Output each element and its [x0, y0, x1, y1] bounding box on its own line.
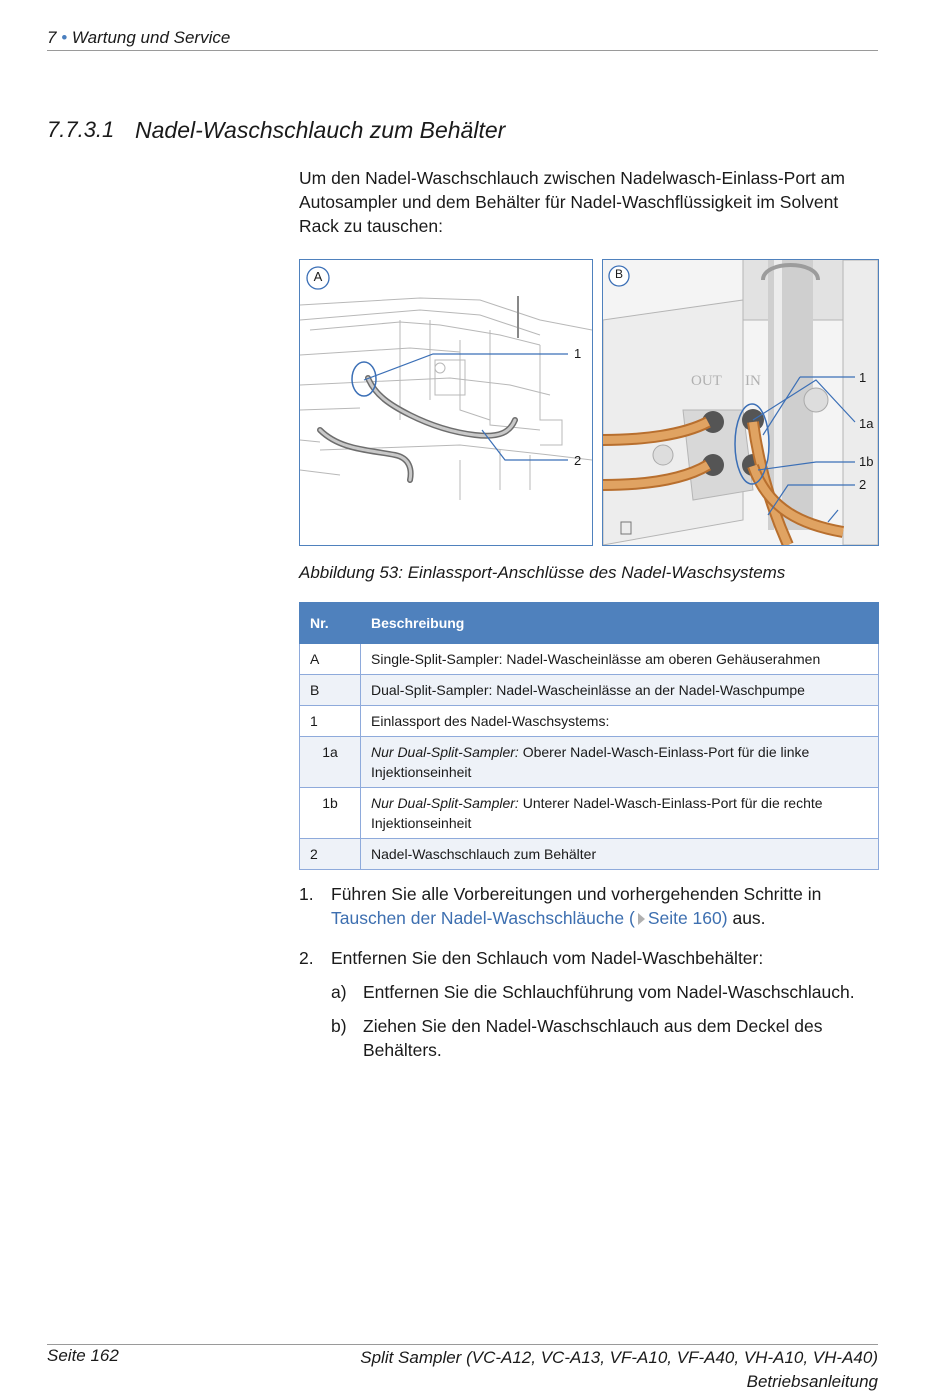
port-label-in: IN [745, 373, 761, 389]
step-number: 1. [299, 884, 314, 904]
chapter-number: 7 [47, 28, 57, 47]
legend-table [299, 602, 879, 870]
panel-a-illustration [300, 260, 592, 545]
step-1 [299, 882, 874, 930]
figure-caption: Abbildung 53: Einlassport-Anschlüsse des Nadel-Waschsystems [299, 563, 786, 582]
bullet-dot-icon: • [61, 28, 68, 47]
panel-b-callout-2: 2 [859, 477, 867, 492]
substep-text: Entfernen Sie die Schlauchführung vom Nadel-Waschschlauch. [363, 982, 855, 1002]
row-number: 1a [300, 737, 361, 788]
row-description: Single-Split-Sampler: Nadel-Wascheinlässe am oberen Gehäuserahmen [361, 644, 879, 675]
panel-a-badge: A [313, 269, 323, 284]
footer-doc-type: Betriebsanleitung [746, 1372, 878, 1391]
instruction-steps [299, 882, 874, 1078]
panel-b-callout-1b: 1b [859, 454, 874, 469]
page-header [47, 28, 878, 51]
link-page[interactable]: Seite 160) [647, 908, 728, 928]
footer-divider [47, 1344, 878, 1345]
step-number: 2. [299, 948, 314, 968]
row-prefix: Nur Dual-Split-Sampler: [371, 744, 519, 760]
step-2 [299, 946, 874, 1062]
panel-a-callout-2: 2 [574, 453, 582, 468]
row-description [361, 788, 879, 839]
row-description: Nadel-Waschschlauch zum Behälter [361, 839, 879, 870]
panel-b-illustration [603, 260, 878, 545]
table-row [300, 737, 879, 788]
column-header-description: Beschreibung [361, 603, 879, 644]
substep-a [331, 980, 874, 1004]
substep-number: b) [331, 1016, 347, 1036]
section-number: 7.7.3.1 [47, 117, 115, 142]
table-header-row [300, 603, 879, 644]
row-description: Dual-Split-Sampler: Nadel-Wascheinlässe an der Nadel-Waschpumpe [361, 675, 879, 706]
table-row [300, 788, 879, 839]
table-row [300, 675, 879, 706]
substep-b [331, 1014, 874, 1062]
row-description: Einlassport des Nadel-Waschsystems: [361, 706, 879, 737]
row-number: 1b [300, 788, 361, 839]
table-row [300, 644, 879, 675]
row-number: 2 [300, 839, 361, 870]
section-title: Nadel-Waschschlauch zum Behälter [135, 117, 506, 143]
row-prefix: Nur Dual-Split-Sampler: [371, 795, 519, 811]
row-description [361, 737, 879, 788]
intro-paragraph: Um den Nadel-Waschschlauch zwischen Nadelwasch-Einlass-Port am Autosampler und dem Behälter für Nadel-Waschflüssigkeit im Solvent Rack zu tauschen: [299, 168, 845, 236]
step-text: Entfernen Sie den Schlauch vom Nadel-Waschbehälter: [331, 948, 764, 968]
substep-text: Ziehen Sie den Nadel-Waschschlauch aus dem Deckel des Behälters. [363, 1016, 823, 1060]
figure-panel-a [299, 259, 593, 546]
cross-reference-link[interactable] [331, 908, 728, 928]
row-text: Oberer Nadel-Wasch-Einlass-Port für die linke Injektionseinheit [371, 744, 810, 780]
figure-panel-b [602, 259, 879, 546]
triangle-right-icon [638, 913, 645, 925]
substep-number: a) [331, 982, 347, 1002]
table-row [300, 839, 879, 870]
row-number: A [300, 644, 361, 675]
panel-b-callout-1a: 1a [859, 416, 874, 431]
step-text: Führen Sie alle Vorbereitungen und vorhergehenden Schritte in [331, 884, 822, 904]
chapter-title: Wartung und Service [71, 28, 231, 47]
row-number: 1 [300, 706, 361, 737]
footer-product [360, 1346, 878, 1394]
port-label-out: OUT [691, 373, 722, 389]
table-row [300, 706, 879, 737]
step-text-end: aus. [727, 908, 766, 928]
column-header-nr: Nr. [300, 603, 361, 644]
panel-b-callout-1: 1 [859, 370, 867, 385]
row-text: Unterer Nadel-Wasch-Einlass-Port für die rechte Injektionseinheit [371, 795, 823, 831]
row-number: B [300, 675, 361, 706]
footer-page-number: Seite 162 [47, 1346, 119, 1365]
panel-a-callout-1: 1 [574, 346, 582, 361]
footer-product-name: Split Sampler (VC-A12, VC-A13, VF-A10, VF-A40, VH-A10, VH-A40) [360, 1348, 878, 1367]
link-text[interactable]: Tauschen der Nadel-Waschschläuche ( [331, 908, 635, 928]
panel-b-badge: B [614, 267, 623, 281]
